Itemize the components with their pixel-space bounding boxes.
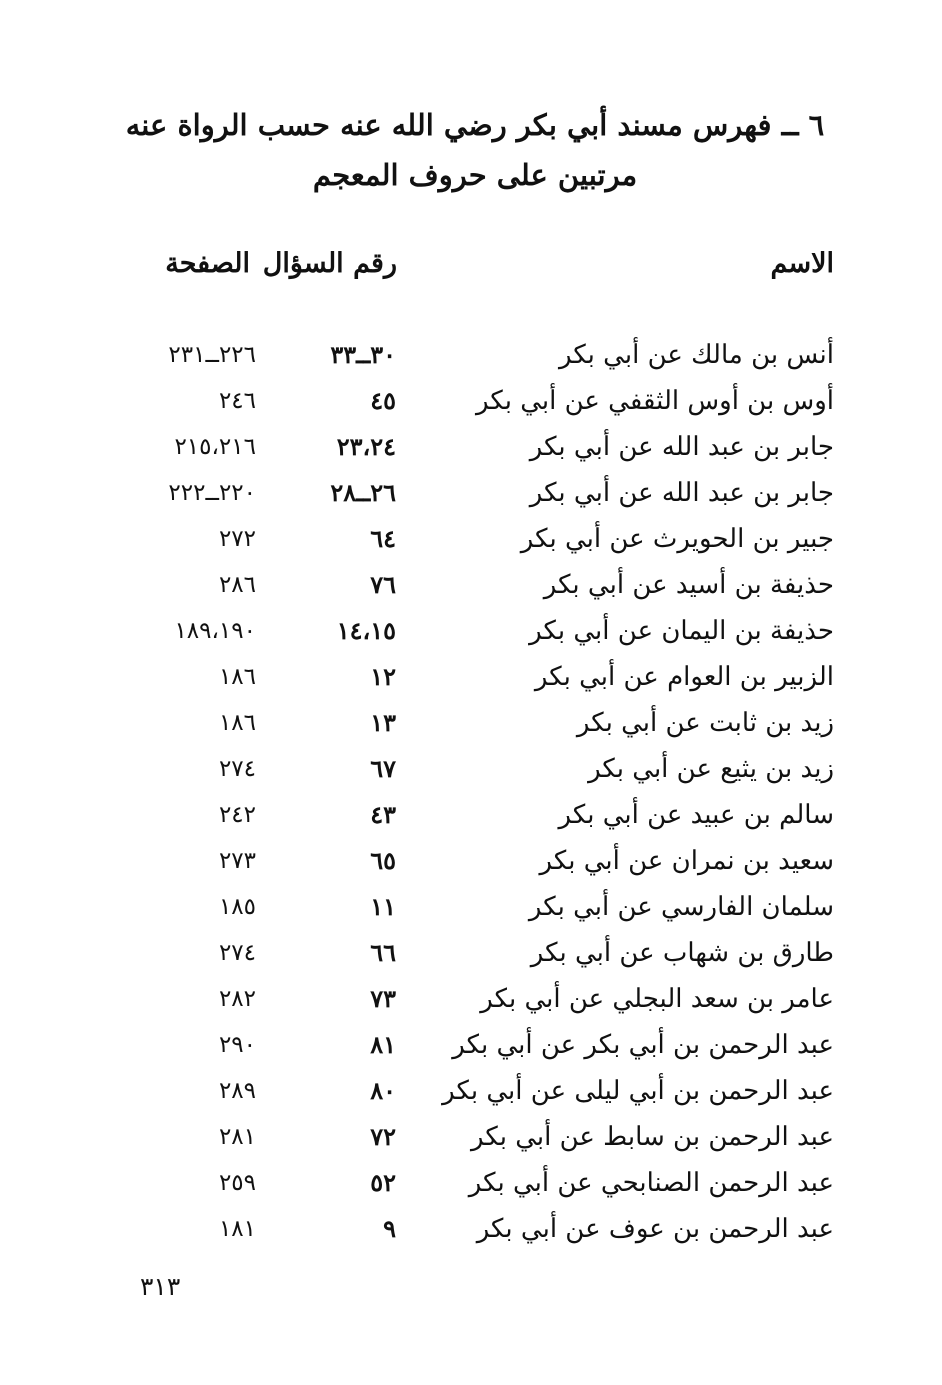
list-item bbox=[0, 1022, 942, 1068]
list-item bbox=[0, 792, 942, 838]
page-reference: ٢٧٣ bbox=[218, 848, 256, 874]
question-number: ٦٦ bbox=[370, 938, 396, 967]
narrator-name: حذيفة بن اليمان عن أبي بكر bbox=[529, 616, 834, 646]
page-reference: ٢١٥،٢١٦ bbox=[174, 434, 256, 460]
narrator-name: عبد الرحمن بن أبي ليلى عن أبي بكر bbox=[442, 1076, 834, 1106]
page-reference: ١٨٥ bbox=[218, 894, 256, 920]
narrator-name: زيد بن ثابت عن أبي بكر bbox=[576, 708, 834, 738]
question-number: ١٢ bbox=[370, 662, 396, 691]
narrator-name: أوس بن أوس الثقفي عن أبي بكر bbox=[476, 386, 834, 416]
narrator-name: الزبير بن العوام عن أبي بكر bbox=[534, 662, 834, 692]
question-number: ٢٦ــ٢٨ bbox=[330, 478, 396, 507]
list-item bbox=[0, 930, 942, 976]
question-number: ٤٥ bbox=[370, 386, 396, 415]
question-number: ٦٥ bbox=[370, 846, 396, 875]
narrator-name: عبد الرحمن بن عوف عن أبي بكر bbox=[476, 1214, 834, 1244]
question-number: ٦٧ bbox=[370, 754, 396, 783]
list-item bbox=[0, 700, 942, 746]
page-reference: ٢٨٢ bbox=[218, 986, 256, 1012]
question-number: ٧٣ bbox=[370, 984, 396, 1013]
page-reference: ٢٢٦ــ٢٣١ bbox=[168, 342, 256, 368]
list-item bbox=[0, 1068, 942, 1114]
list-item bbox=[0, 654, 942, 700]
list-item bbox=[0, 562, 942, 608]
question-number: ١٤،١٥ bbox=[336, 616, 396, 645]
page-reference: ١٨٦ bbox=[218, 664, 256, 690]
header-question-number: رقم السؤال bbox=[262, 248, 397, 279]
page-reference: ١٨٦ bbox=[218, 710, 256, 736]
list-item bbox=[0, 470, 942, 516]
question-number: ٨٠ bbox=[370, 1076, 396, 1105]
page-reference: ٢٨١ bbox=[218, 1124, 256, 1150]
narrator-name: عامر بن سعد البجلي عن أبي بكر bbox=[480, 984, 834, 1014]
index-title: ٦ ــ فهرس مسند أبي بكر رضي الله عنه حسب الرواة عنه مرتبين على حروف المعجم bbox=[125, 108, 825, 192]
list-item bbox=[0, 1160, 942, 1206]
list-item bbox=[0, 378, 942, 424]
question-number: ٧٢ bbox=[370, 1122, 396, 1151]
narrator-name: جبير بن الحويرث عن أبي بكر bbox=[520, 524, 834, 554]
list-item bbox=[0, 332, 942, 378]
list-item bbox=[0, 1206, 942, 1252]
page-reference: ٢٢٠ــ٢٢٢ bbox=[168, 480, 256, 506]
question-number: ٣٠ــ٣٣ bbox=[330, 340, 396, 369]
page-reference: ٢٧٢ bbox=[218, 526, 256, 552]
page-reference: ١٨٩،١٩٠ bbox=[174, 618, 256, 644]
question-number: ٥٢ bbox=[370, 1168, 396, 1197]
list-item bbox=[0, 608, 942, 654]
list-item bbox=[0, 838, 942, 884]
page-reference: ٢٧٤ bbox=[218, 756, 256, 782]
page-reference: ٢٩٠ bbox=[218, 1032, 256, 1058]
question-number: ٢٣،٢٤ bbox=[336, 432, 396, 461]
page-reference: ٢٤٢ bbox=[218, 802, 256, 828]
narrator-name: سلمان الفارسي عن أبي بكر bbox=[528, 892, 834, 922]
narrator-name: سالم بن عبيد عن أبي بكر bbox=[558, 800, 834, 830]
page-reference: ٢٨٦ bbox=[218, 572, 256, 598]
list-item bbox=[0, 1114, 942, 1160]
question-number: ٧٦ bbox=[370, 570, 396, 599]
narrator-name: أنس بن مالك عن أبي بكر bbox=[558, 340, 834, 370]
narrator-name: عبد الرحمن بن سابط عن أبي بكر bbox=[470, 1122, 834, 1152]
page-reference: ٢٧٤ bbox=[218, 940, 256, 966]
list-item bbox=[0, 746, 942, 792]
list-item bbox=[0, 516, 942, 562]
page-reference: ٢٤٦ bbox=[218, 388, 256, 414]
narrator-name: حذيفة بن أسيد عن أبي بكر bbox=[543, 570, 834, 600]
page-reference: ٢٥٩ bbox=[218, 1170, 256, 1196]
question-number: ٤٣ bbox=[370, 800, 396, 829]
narrator-name: طارق بن شهاب عن أبي بكر bbox=[530, 938, 834, 968]
narrator-name: عبد الرحمن الصنابحي عن أبي بكر bbox=[468, 1168, 834, 1198]
narrator-name: سعيد بن نمران عن أبي بكر bbox=[539, 846, 834, 876]
question-number: ١٣ bbox=[370, 708, 396, 737]
question-number: ٦٤ bbox=[370, 524, 396, 553]
narrators-list bbox=[0, 332, 942, 1252]
list-item bbox=[0, 884, 942, 930]
page-reference: ٢٨٩ bbox=[218, 1078, 256, 1104]
question-number: ١١ bbox=[370, 892, 396, 921]
question-number: ٩ bbox=[383, 1214, 396, 1243]
narrator-name: جابر بن عبد الله عن أبي بكر bbox=[529, 478, 834, 508]
narrator-name: جابر بن عبد الله عن أبي بكر bbox=[529, 432, 834, 462]
header-name: الاسم bbox=[770, 248, 834, 279]
narrator-name: عبد الرحمن بن أبي بكر عن أبي بكر bbox=[452, 1030, 834, 1060]
question-number: ٨١ bbox=[370, 1030, 396, 1059]
page-reference: ١٨١ bbox=[218, 1216, 256, 1242]
list-item bbox=[0, 976, 942, 1022]
header-page: الصفحة bbox=[165, 248, 250, 279]
page-number: ٣١٣ bbox=[140, 1272, 181, 1301]
narrator-name: زيد بن يثيع عن أبي بكر bbox=[588, 754, 834, 784]
list-item bbox=[0, 424, 942, 470]
